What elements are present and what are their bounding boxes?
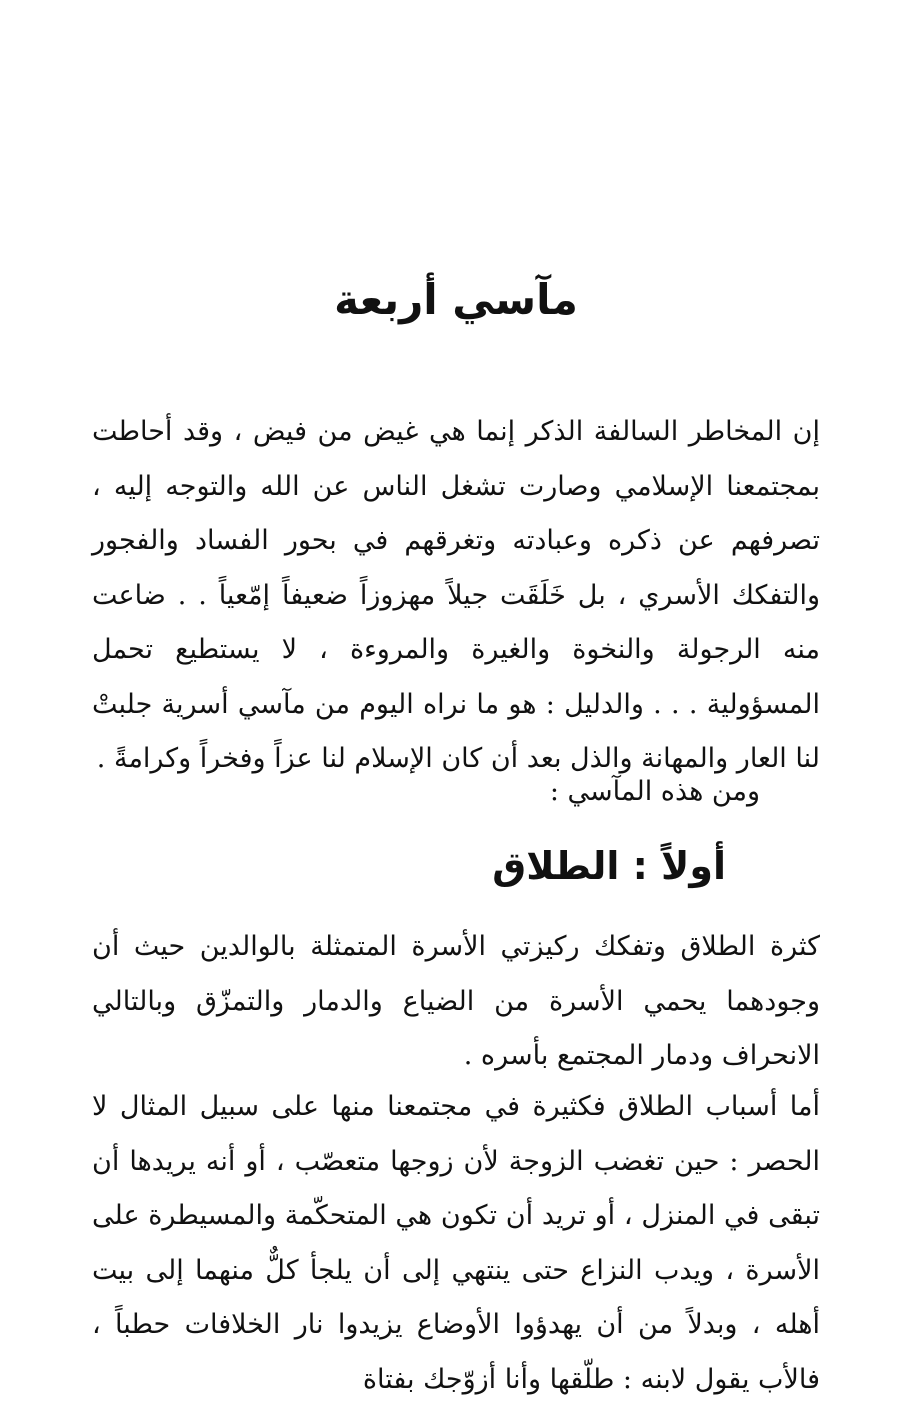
intro-paragraph: إن المخاطر السالفة الذكر إنما هي غيض من فيض ، وقد أحاطت بمجتمعنا الإسلامي وصارت تشغل الناس عن الله والتوجه إليه ، تصرفهم عن ذكره وعبادته وتغرقهم في بحور الفساد والفجور والتفكك الأسري ، بل خَلَقَت جيلاً مهزوزاً ضعيفاً إمّعياً . . ضاعت منه الرجولة والنخوة والغيرة والمروءة ، لا يستطيع تحمل المسؤولية . . . والدليل : هو ما نراه اليوم من مآسي أسرية جلبتْ لنا العار والمهانة والذل بعد أن كان الإسلام لنا عزاً وفخراً وكرامةً . xyxy=(92,416,820,774)
lead-in-line: ومن هذه المآسي : xyxy=(549,776,760,807)
divorce-causes-paragraph: أما أسباب الطلاق فكثيرة في مجتمعنا منها على سبيل المثال لا الحصر : حين تغضب الزوجة لأن زوجها متعصّب ، أو أنه يريدها أن تبقى في المنزل ، أو تريد أن تكون هي المتحكّمة والمسيطرة على الأسرة ، ويدب النزاع حتى ينتهي إلى أن يلجأ كلٌّ منهما إلى بيت أهله ، وبدلاً من أن يهدؤوا الأوضاع يزيدوا نار الخلافات حطباً ، فالأب يقول لابنه : طلّقها وأنا أزوّجك بفتاة xyxy=(92,1091,820,1395)
section-heading-divorce: أولاً : الطلاق xyxy=(492,844,726,888)
divorce-paragraph: كثرة الطلاق وتفكك ركيزتي الأسرة المتمثلة بالوالدين حيث أن وجودهما يحمي الأسرة من الضياع والدمار والتمزّق وبالتالي الانحراف ودمار المجتمع بأسره . xyxy=(92,931,820,1071)
chapter-title: مآسي أربعة xyxy=(334,275,578,324)
